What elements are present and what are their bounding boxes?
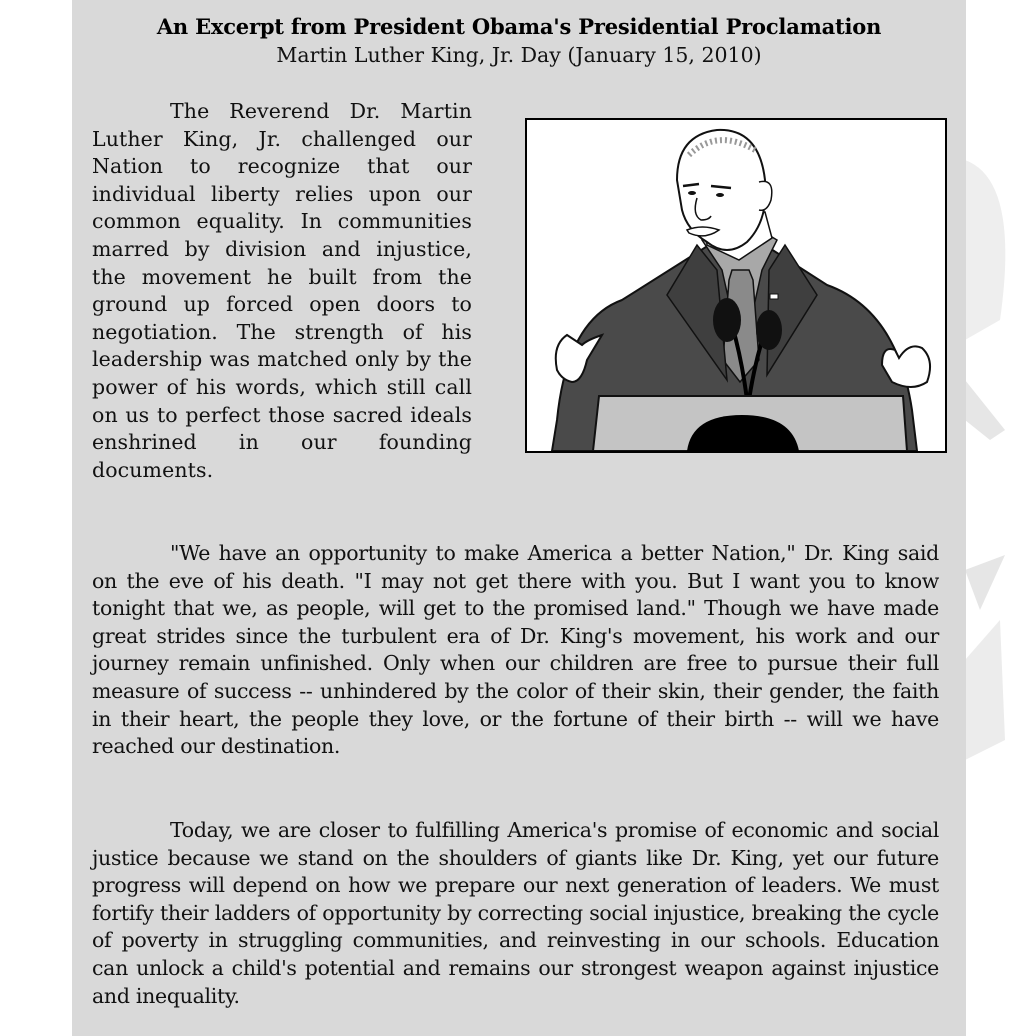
flag-pin <box>770 294 778 299</box>
paragraph-3: Today, we are closer to fulfilling America's promise of economic and social justice because we stand on the shoulders of giants like Dr. King, yet our future progress will depend on how we prepare our next generation of leaders. We must fortify their ladders of opportunity by correcting social injustice, breaking the cycle of poverty in struggling communities, and reinvesting in our schools. Education can unlock a child's potential and remains our strongest weapon against injustice and inequality. <box>92 818 939 1008</box>
paragraph-1: The Reverend Dr. Martin Luther King, Jr. challenged our Nation to recognize that our individual liberty relies upon our common equality. In communities marred by division and injustice, the movement he built from the ground up forced open doors to negotiation. The strength of his leadership was matched only by the power of his words, which still call on us to perfect those sacred ideals enshrined in our founding documents. <box>92 99 472 482</box>
background-watermark <box>960 140 1034 860</box>
ear <box>759 181 772 210</box>
document-page <box>72 0 966 1036</box>
document-title: An Excerpt from President Obama's Presidential Proclamation <box>156 14 882 39</box>
paragraph-2: "We have an opportunity to make America a better Nation," Dr. King said on the eve of his death. "I may not get there with you. But I want you to know tonight that we, as people, will get to the promised land." Though we have made great strides since the turbulent era of Dr. King's movement, his work and our journey remain unfinished. Only when our children are free to pursue their full measure of success -- unhindered by the color of their skin, their gender, the faith in their heart, the people they love, or the fortune of their birth -- will we have reached our destination. <box>92 541 939 759</box>
speaker-illustration <box>525 118 947 453</box>
speaker-at-podium-drawing <box>527 120 945 451</box>
left-eye <box>688 191 696 195</box>
microphone-left <box>713 298 741 342</box>
microphone-right <box>756 310 782 350</box>
right-eye <box>716 193 724 197</box>
document-subtitle: Martin Luther King, Jr. Day (January 15, 2010) <box>276 43 762 67</box>
